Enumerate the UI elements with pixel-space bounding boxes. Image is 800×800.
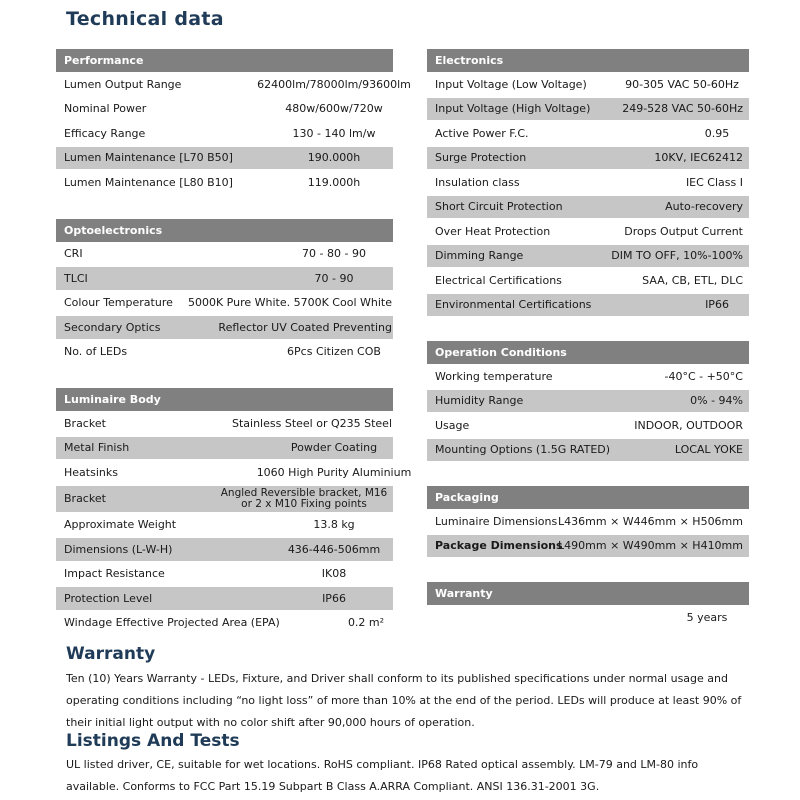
spec-value: 13.8 kg: [313, 518, 355, 532]
spec-label: Input Voltage (Low Voltage): [435, 77, 587, 91]
spec-value: 10KV, IEC62412: [654, 151, 743, 165]
spec-row: [56, 611, 393, 636]
spec-label: Lumen Maintenance [L70 B50]: [64, 151, 233, 165]
spec-value: 130 - 140 lm/w: [292, 126, 376, 140]
spec-row: [56, 411, 393, 436]
spec-row: [56, 267, 393, 290]
spec-value: 249-528 VAC 50-60Hz: [622, 102, 743, 116]
spec-value: -40°C - +50°C: [664, 369, 743, 383]
spec-row: [56, 291, 393, 316]
spec-value: 6Pcs Citizen COB: [287, 345, 381, 359]
spec-label: Over Heat Protection: [435, 224, 551, 238]
warranty-table-section: [427, 582, 749, 630]
spec-value: L490mm × W490mm × H410mm: [558, 539, 743, 553]
spec-label: CRI: [64, 247, 83, 261]
spec-label: Surge Protection: [435, 151, 527, 165]
listings-heading: Listings And Tests: [66, 731, 240, 751]
spec-label: Nominal Power: [64, 102, 147, 116]
electronics-header: Electronics: [427, 49, 749, 72]
packaging-header: Packaging: [427, 486, 749, 509]
spec-row: [427, 364, 749, 389]
spec-row: [427, 219, 749, 244]
spec-row: [427, 390, 749, 413]
spec-value: 90-305 VAC 50-60Hz: [625, 77, 739, 91]
spec-value: SAA, CB, ETL, DLC: [642, 273, 743, 287]
spec-label: Efficacy Range: [64, 126, 146, 140]
spec-label: Usage: [435, 418, 470, 432]
spec-label: Colour Temperature: [64, 296, 173, 310]
spec-value: IP66: [322, 591, 346, 605]
spec-value: 5000K Pure White. 5700K Cool White: [187, 296, 392, 310]
spec-label: Windage Effective Projected Area (EPA): [64, 616, 280, 630]
spec-row: [427, 268, 749, 293]
spec-value: 480w/600w/720w: [285, 102, 383, 116]
spec-label: Insulation class: [435, 175, 520, 189]
spec-label: Heatsinks: [64, 465, 118, 479]
spec-label: Dimming Range: [435, 249, 524, 263]
spec-label: Impact Resistance: [64, 567, 165, 581]
packaging-section: [427, 486, 749, 557]
spec-label: Lumen Maintenance [L80 B10]: [64, 175, 233, 189]
spec-value: 119.000h: [307, 175, 361, 189]
spec-label: Short Circuit Protection: [435, 200, 563, 214]
warranty-value: 5 years: [686, 610, 728, 624]
spec-value: LOCAL YOKE: [674, 443, 743, 457]
spec-value: IEC Class I: [685, 175, 743, 189]
spec-value: 0% - 94%: [690, 394, 743, 408]
listings-text: UL listed driver, CE, suitable for wet locations. RoHS compliant. IP68 Rated optical assembly. LM-79 and LM-80 info available. Conforms to FCC Part 15.19 Subpart B Class A.ARRA Compliant. ANSI 136.31-2001 3G.: [66, 758, 699, 793]
spec-row: [427, 98, 749, 121]
spec-label: Mounting Options (1.5G RATED): [435, 443, 611, 457]
optoelectronics-section: [56, 219, 393, 365]
spec-value: 70 - 80 - 90: [302, 247, 366, 261]
spec-row: [427, 196, 749, 219]
spec-value: Angled Reversible bracket, M16 or 2 x M10 Fixing points: [220, 486, 388, 510]
warranty-table-header: Warranty: [427, 582, 749, 605]
spec-row: [56, 97, 393, 122]
spec-label: Lumen Output Range: [64, 77, 182, 91]
spec-value: 0.95: [704, 126, 730, 140]
spec-row: [56, 340, 393, 365]
spec-value: INDOOR, OUTDOOR: [634, 418, 743, 432]
spec-value: Auto-recovery: [665, 200, 743, 214]
spec-label: Bracket: [64, 492, 106, 505]
spec-value: Powder Coating: [290, 441, 378, 455]
spec-row: [427, 170, 749, 195]
spec-value: 62400lm/78000lm/93600lm: [257, 77, 411, 91]
spec-row: [56, 538, 393, 561]
spec-value: 436-446-506mm: [287, 542, 381, 556]
operation-section: [427, 341, 749, 461]
spec-value: 70 - 90: [314, 271, 354, 285]
spec-row: [427, 509, 749, 534]
spec-label: Electrical Certifications: [435, 273, 562, 287]
spec-label: Metal Finish: [64, 441, 130, 455]
spec-row: [56, 121, 393, 146]
spec-row: [427, 121, 749, 146]
right-column: [427, 49, 749, 630]
warranty-text: Ten (10) Years Warranty - LEDs, Fixture, and Driver shall conform to its published specifications under normal usage and operating conditions including “no light loss” of more than 10% at the end of the period. LEDs will produce at least 90% of their initial light output with no color shift after 90,000 hours of operation.: [66, 672, 742, 729]
spec-value: 1060 High Purity Aluminium: [256, 465, 412, 479]
spec-label: Protection Level: [64, 591, 153, 605]
spec-value: IK08: [321, 567, 347, 581]
spec-value: Reflector UV Coated Preventing: [218, 320, 392, 334]
optoelectronics-header: Optoelectronics: [56, 219, 393, 242]
spec-value: L436mm × W446mm × H506mm: [558, 514, 743, 528]
spec-row: [56, 486, 393, 512]
spec-row: [427, 294, 749, 317]
spec-value: 0.2 m²: [347, 616, 385, 630]
spec-label: Luminaire Dimensions: [435, 514, 558, 528]
spec-value: IP66: [705, 298, 729, 312]
spec-row: [56, 147, 393, 170]
page-title: Technical data: [66, 8, 224, 30]
spec-label: TLCI: [64, 271, 88, 285]
spec-label: Package Dimensions: [435, 539, 563, 553]
performance-section: [56, 49, 411, 195]
spec-row: [427, 439, 749, 462]
spec-row: [427, 245, 749, 268]
spec-row: [427, 147, 749, 170]
spec-row: [427, 72, 749, 97]
spec-row: [56, 170, 393, 195]
spec-label: No. of LEDs: [64, 345, 128, 359]
spec-row: [56, 460, 412, 485]
spec-row: [56, 587, 393, 610]
spec-value: DIM TO OFF, 10%-100%: [611, 249, 743, 263]
spec-row: [56, 437, 393, 460]
luminaire-body-header: Luminaire Body: [56, 388, 393, 411]
performance-header: Performance: [56, 49, 393, 72]
electronics-section: [427, 49, 749, 316]
spec-row: [56, 72, 411, 97]
spec-row: [427, 535, 749, 558]
spec-row: [56, 562, 393, 587]
spec-value: Drops Output Current: [624, 224, 743, 238]
luminaire-body-section: [56, 388, 412, 635]
spec-label: Working temperature: [435, 369, 553, 383]
spec-label: Humidity Range: [435, 394, 524, 408]
spec-label: Environmental Certifications: [435, 298, 592, 312]
spec-value: 190.000h: [307, 151, 361, 165]
spec-label: Bracket: [64, 416, 106, 430]
operation-header: Operation Conditions: [427, 341, 749, 364]
spec-label: Input Voltage (High Voltage): [435, 102, 591, 116]
spec-row: [427, 413, 749, 438]
spec-row: [56, 513, 393, 538]
spec-label: Dimensions (L-W-H): [64, 542, 173, 556]
spec-value: Stainless Steel or Q235 Steel: [231, 416, 392, 430]
spec-row: [427, 605, 749, 630]
left-column: [56, 49, 412, 635]
spec-label: Active Power F.C.: [435, 126, 529, 140]
warranty-heading: Warranty: [66, 644, 156, 664]
spec-row: [56, 242, 393, 267]
spec-label: Secondary Optics: [64, 320, 161, 334]
spec-row: [56, 316, 393, 339]
spec-label: Approximate Weight: [64, 518, 177, 532]
